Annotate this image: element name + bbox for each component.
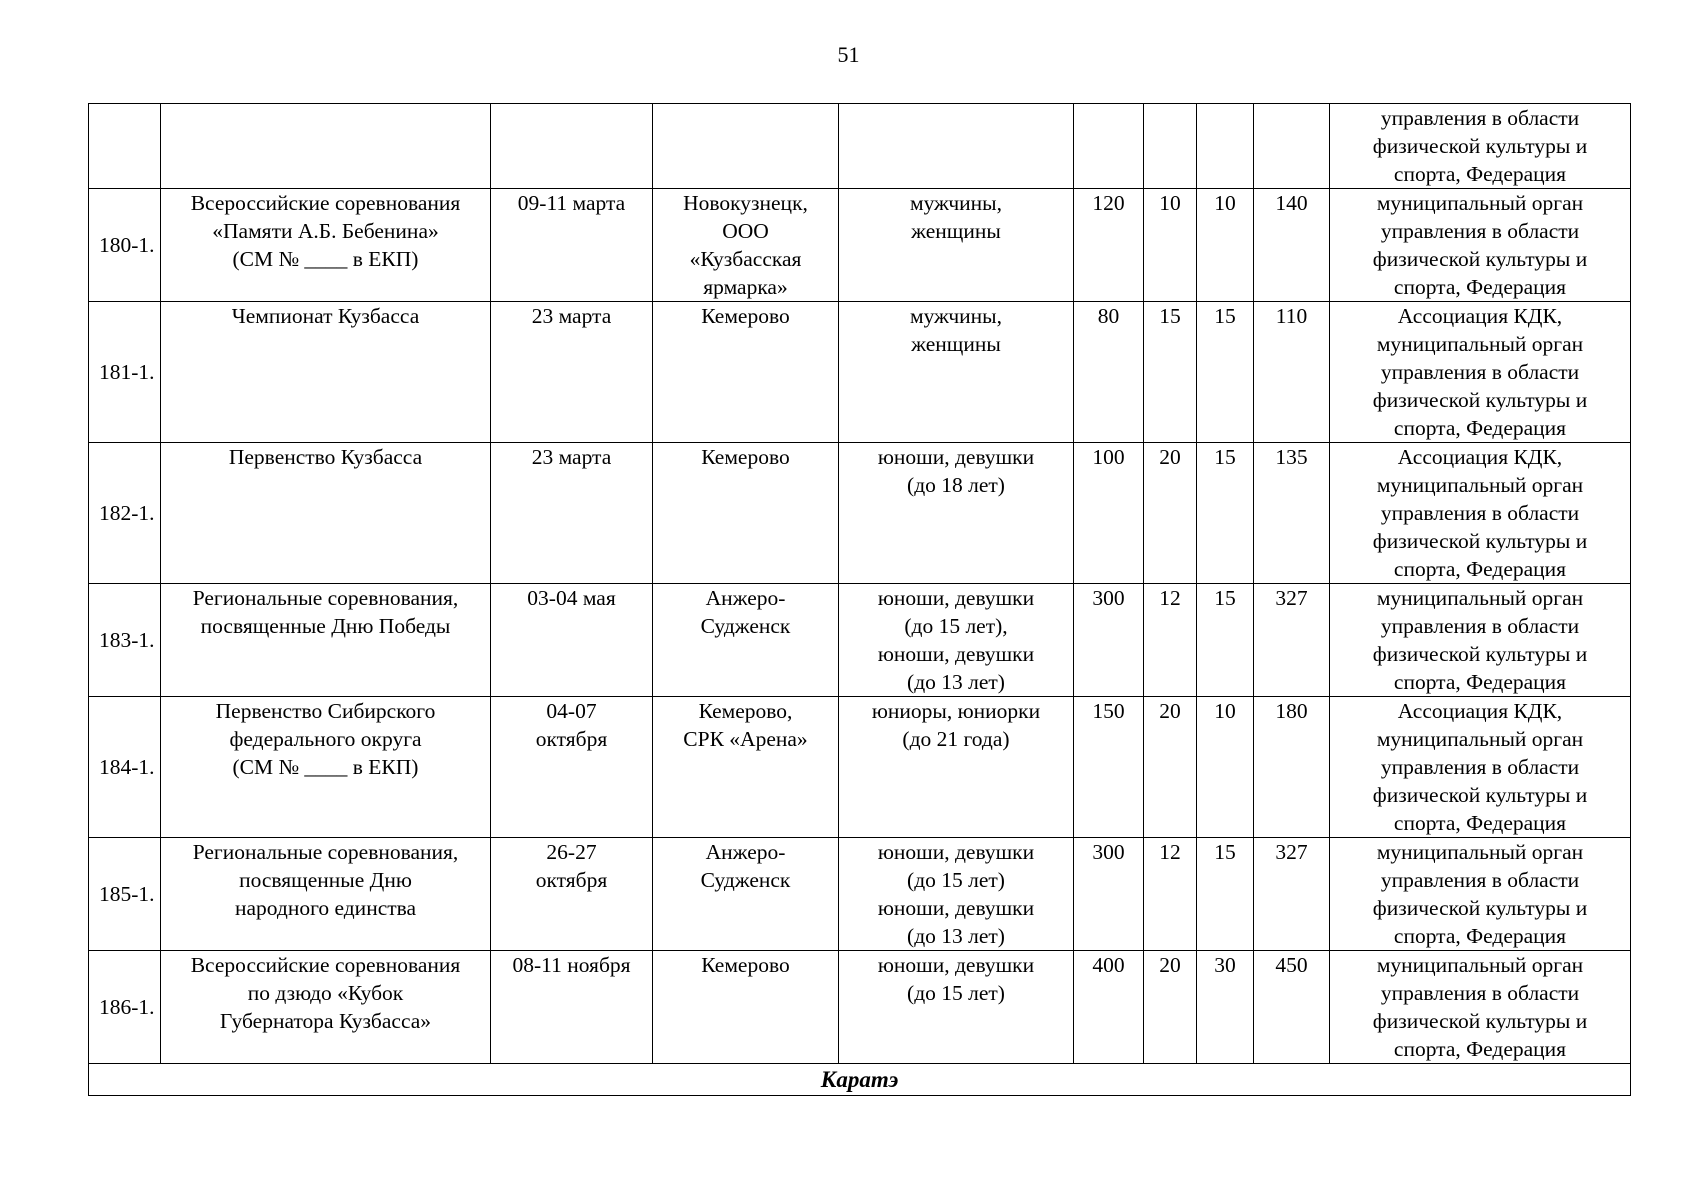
continuation-name-cell [161, 104, 491, 189]
table-row [89, 584, 1631, 697]
table-row [89, 697, 1631, 838]
continuation-row [89, 104, 1631, 189]
reps-count: 15 [1197, 302, 1254, 443]
reps-count: 15 [1197, 443, 1254, 584]
event-place: Новокузнецк, ООО «Кузбасская ярмарка» [653, 189, 839, 302]
event-organizer: муниципальный орган управления в области физической культуры и спорта, Федерация [1330, 838, 1631, 951]
row-number: 183-1. [89, 584, 161, 697]
reps-count: 30 [1197, 951, 1254, 1064]
continuation-judges-cell [1144, 104, 1197, 189]
total-count: 135 [1254, 443, 1330, 584]
event-category: мужчины, женщины [839, 302, 1074, 443]
event-dates: 09-11 марта [491, 189, 653, 302]
total-count: 140 [1254, 189, 1330, 302]
event-category: юноши, девушки (до 15 лет) юноши, девушки (до 13 лет) [839, 838, 1074, 951]
total-count: 110 [1254, 302, 1330, 443]
participants-count: 120 [1074, 189, 1144, 302]
event-name: Всероссийские соревнования «Памяти А.Б. Бебенина» (СМ № ____ в ЕКП) [161, 189, 491, 302]
row-number: 184-1. [89, 697, 161, 838]
page-number: 51 [837, 42, 860, 67]
row-number: 186-1. [89, 951, 161, 1064]
event-place: Анжеро- Судженск [653, 838, 839, 951]
continuation-dates-cell [491, 104, 653, 189]
event-dates: 23 марта [491, 302, 653, 443]
participants-count: 300 [1074, 838, 1144, 951]
table-row [89, 302, 1631, 443]
participants-count: 150 [1074, 697, 1144, 838]
event-place: Кемерово [653, 302, 839, 443]
event-place: Анжеро- Судженск [653, 584, 839, 697]
event-dates: 08-11 ноября [491, 951, 653, 1064]
table-row [89, 838, 1631, 951]
event-name: Региональные соревнования, посвященные Дню народного единства [161, 838, 491, 951]
event-name: Чемпионат Кузбасса [161, 302, 491, 443]
continuation-participants-cell [1074, 104, 1144, 189]
row-number: 182-1. [89, 443, 161, 584]
event-place: Кемерово [653, 443, 839, 584]
event-organizer: Ассоциация КДК, муниципальный орган управления в области физической культуры и спорта, Федерация [1330, 443, 1631, 584]
total-count: 327 [1254, 838, 1330, 951]
judges-count: 10 [1144, 189, 1197, 302]
event-name: Первенство Сибирского федерального округа (СМ № ____ в ЕКП) [161, 697, 491, 838]
table-row [89, 189, 1631, 302]
reps-count: 15 [1197, 584, 1254, 697]
total-count: 180 [1254, 697, 1330, 838]
event-place: Кемерово, СРК «Арена» [653, 697, 839, 838]
continuation-total-cell [1254, 104, 1330, 189]
reps-count: 10 [1197, 189, 1254, 302]
row-number: 180-1. [89, 189, 161, 302]
event-dates: 26-27 октября [491, 838, 653, 951]
event-organizer: муниципальный орган управления в области физической культуры и спорта, Федерация [1330, 189, 1631, 302]
total-count: 327 [1254, 584, 1330, 697]
event-name: Всероссийские соревнования по дзюдо «Кубок Губернатора Кузбасса» [161, 951, 491, 1064]
judges-count: 15 [1144, 302, 1197, 443]
event-dates: 04-07 октября [491, 697, 653, 838]
continuation-organizer-cell: управления в области физической культуры и спорта, Федерация [1330, 104, 1631, 189]
judges-count: 20 [1144, 697, 1197, 838]
event-place: Кемерово [653, 951, 839, 1064]
reps-count: 10 [1197, 697, 1254, 838]
event-category: юноши, девушки (до 15 лет) [839, 951, 1074, 1064]
table-row [89, 951, 1631, 1064]
event-organizer: муниципальный орган управления в области физической культуры и спорта, Федерация [1330, 951, 1631, 1064]
event-name: Региональные соревнования, посвященные Дню Победы [161, 584, 491, 697]
participants-count: 80 [1074, 302, 1144, 443]
continuation-place-cell [653, 104, 839, 189]
participants-count: 300 [1074, 584, 1144, 697]
judges-count: 20 [1144, 951, 1197, 1064]
continuation-num-cell [89, 104, 161, 189]
event-dates: 03-04 мая [491, 584, 653, 697]
row-number: 181-1. [89, 302, 161, 443]
event-category: мужчины, женщины [839, 189, 1074, 302]
judges-count: 12 [1144, 838, 1197, 951]
reps-count: 15 [1197, 838, 1254, 951]
participants-count: 100 [1074, 443, 1144, 584]
table-row [89, 443, 1631, 584]
judges-count: 20 [1144, 443, 1197, 584]
event-organizer: муниципальный орган управления в области физической культуры и спорта, Федерация [1330, 584, 1631, 697]
judges-count: 12 [1144, 584, 1197, 697]
row-number: 185-1. [89, 838, 161, 951]
section-row [89, 1064, 1631, 1096]
event-category: юноши, девушки (до 18 лет) [839, 443, 1074, 584]
continuation-category-cell [839, 104, 1074, 189]
total-count: 450 [1254, 951, 1330, 1064]
participants-count: 400 [1074, 951, 1144, 1064]
continuation-reps-cell [1197, 104, 1254, 189]
event-category: юниоры, юниорки (до 21 года) [839, 697, 1074, 838]
event-category: юноши, девушки (до 15 лет), юноши, девушки (до 13 лет) [839, 584, 1074, 697]
event-name: Первенство Кузбасса [161, 443, 491, 584]
events-table [88, 103, 1631, 1096]
event-organizer: Ассоциация КДК, муниципальный орган управления в области физической культуры и спорта, Федерация [1330, 697, 1631, 838]
section-title: Каратэ [89, 1064, 1631, 1096]
event-organizer: Ассоциация КДК, муниципальный орган управления в области физической культуры и спорта, Федерация [1330, 302, 1631, 443]
event-dates: 23 марта [491, 443, 653, 584]
